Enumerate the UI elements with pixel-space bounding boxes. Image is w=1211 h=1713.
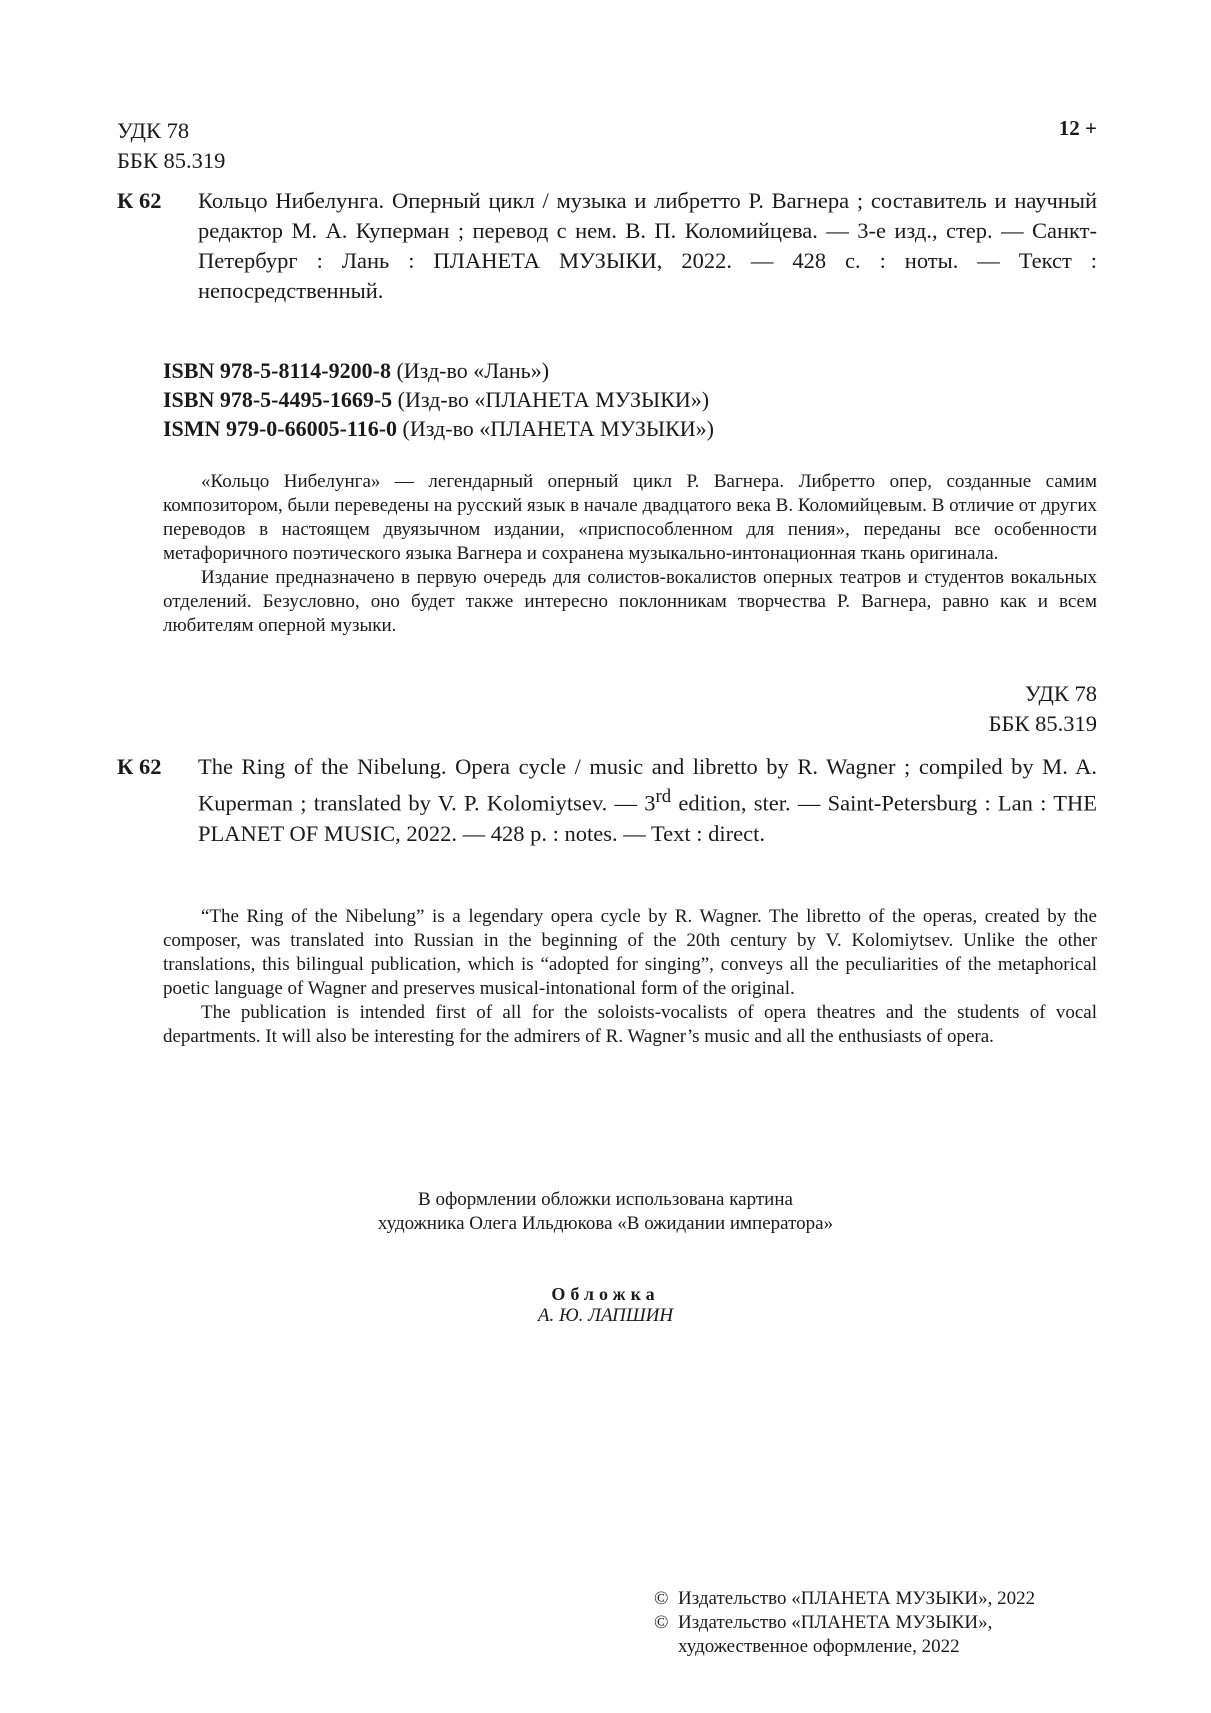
ismn-line [163,414,714,443]
udk-code: УДК 78 [1024,681,1097,706]
edition-superscript: rd [655,786,672,807]
cover-design-label: Обложка [551,1284,660,1304]
copyright-line [654,1587,1114,1611]
isbn-publisher: (Изд-во «ПЛАНЕТА МУЗЫКИ») [397,387,710,412]
isbn-code: ISBN 978-5-8114-9200-8 [163,358,391,383]
en-entry-text-b: edition, ster. — Saint-Petersburg : Lan : THE PLANET OF MUSIC, 2022. — 428 p. : notes. — Text : direct. [198,790,1097,846]
isbn-block [163,356,714,443]
age-rating: 12 + [1058,116,1097,140]
ismn-code: ISMN 979-0-66005-116-0 [163,416,398,441]
en-entry-text [198,752,1097,849]
isbn-line [163,385,714,414]
copyright-text: художественное оформление, 2022 [678,1636,960,1657]
copyright-line [654,1635,1114,1659]
copyright-block [654,1587,1114,1659]
ismn-publisher: (Изд-во «ПЛАНЕТА МУЗЫКИ») [402,416,715,441]
cover-designer-name: А. Ю. ЛАПШИН [537,1305,674,1326]
en-annotation [163,905,1097,1049]
classification-right [989,679,1097,739]
ru-bibliographic-entry [117,186,1097,306]
copyright-icon: © [654,1612,669,1633]
bbk-code: ББК 85.319 [988,711,1097,736]
cover-note [0,1188,1211,1236]
isbn-line [163,356,714,385]
ru-annotation [163,470,1097,638]
en-bibliographic-entry [117,752,1097,849]
cover-design-credit [0,1284,1211,1327]
copyright-line [654,1611,1114,1635]
isbn-publisher: (Изд-во «Лань») [396,358,550,383]
cover-note-line: В оформлении обложки использована картина [418,1189,793,1210]
ru-entry-text: Кольцо Нибелунга. Оперный цикл / музыка и либретто Р. Вагнера ; составитель и научный редактор М. А. Куперман ; перевод с нем. В. П. Коломийцева. — 3-е изд., стер. — Санкт-Петербург : Лань : ПЛАНЕТА МУЗЫКИ, 2022. — 428 с. : ноты. — Текст : непосредственный. [198,188,1097,303]
author-mark: К 62 [117,754,162,779]
author-mark: К 62 [117,188,162,213]
copyright-text: Издательство «ПЛАНЕТА МУЗЫКИ», 2022 [678,1588,1036,1609]
cover-note-line: художника Олега Ильдюкова «В ожидании императора» [377,1213,834,1234]
bbk-code: ББК 85.319 [117,148,226,173]
copyright-text: Издательство «ПЛАНЕТА МУЗЫКИ», [678,1612,993,1633]
copyright-icon: © [654,1588,669,1609]
ru-annotation-paragraph: «Кольцо Нибелунга» — легендарный оперный цикл Р. Вагнера. Либретто опер, созданные самим композитором, были переведены на русский язык в начале двадцатого века В. Коломийцевым. В отличие от других переводов в настоящем двуязычном издании, «приспособленном для пения», переданы все особенности метафоричного поэтического языка Вагнера и сохранена музыкально-интонационная ткань оригинала. [163,471,1097,564]
en-entry-text-a: The Ring of the Nibelung. Opera cycle / music and libretto by R. Wagner ; compiled by M. A. Kuperman ; translated by V. P. Kolomiytsev. — 3 [198,754,1097,816]
ru-annotation-paragraph: Издание предназначено в первую очередь для солистов-вокалистов оперных театров и студентов вокальных отделений. Безусловно, оно будет также интересно поклонникам творчества Р. Вагнера, равно как и всем любителям оперной музыки. [163,567,1097,636]
udk-code: УДК 78 [117,118,190,143]
isbn-code: ISBN 978-5-4495-1669-5 [163,387,393,412]
en-annotation-paragraph: The publication is intended first of all for the soloists-vocalists of opera theatres and the students of vocal departments. It will also be interesting for the admirers of R. Wagner’s music and all the enthusiasts of opera. [163,1002,1097,1047]
en-annotation-paragraph: “The Ring of the Nibelung” is a legendary opera cycle by R. Wagner. The libretto of the operas, created by the composer, was translated into Russian in the beginning of the 20th century by V. Kolomiytsev. Unlike the other translations, this bilingual publication, which is “adopted for singing”, conveys all the peculiarities of the metaphorical poetic language of Wagner and preserves musical-intonational form of the original. [163,906,1097,999]
classification-top [117,116,225,176]
